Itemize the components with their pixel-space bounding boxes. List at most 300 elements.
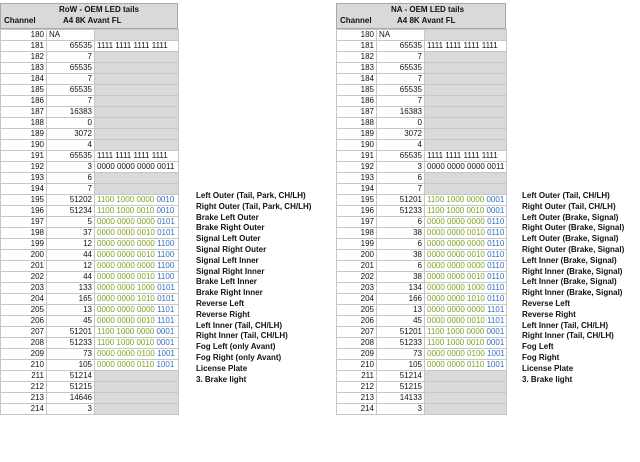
value-cell[interactable]: 6 bbox=[47, 173, 95, 184]
bits-cell[interactable] bbox=[95, 382, 179, 393]
bits-segment: 0110 bbox=[487, 261, 505, 270]
channel-cell[interactable]: 190 bbox=[1, 140, 47, 151]
channel-cell[interactable]: 196 bbox=[337, 206, 377, 217]
bits-cell[interactable] bbox=[425, 118, 507, 129]
bits-segment: 1101 bbox=[157, 305, 175, 314]
value-cell[interactable]: 0 bbox=[47, 118, 95, 129]
bits-segment: 1100 1000 0010 bbox=[427, 338, 487, 347]
value-cell[interactable]: 45 bbox=[47, 316, 95, 327]
bits-cell[interactable] bbox=[95, 173, 179, 184]
value-cell[interactable]: 0 bbox=[377, 118, 425, 129]
bits-segment: 1100 1000 0010 bbox=[97, 338, 157, 347]
table-row bbox=[337, 107, 507, 118]
bits-cell[interactable] bbox=[425, 283, 507, 294]
bits-cell[interactable] bbox=[425, 382, 507, 393]
row-description: 3. Brake light bbox=[522, 374, 573, 384]
value-cell[interactable]: 3 bbox=[377, 162, 425, 173]
table-row bbox=[1, 118, 179, 129]
row-description: Fog Right (only Avant) bbox=[196, 353, 282, 362]
value-cell[interactable]: 65535 bbox=[47, 85, 95, 96]
bits-cell[interactable] bbox=[425, 173, 507, 184]
value-cell[interactable]: 3 bbox=[377, 404, 425, 415]
bits-cell[interactable] bbox=[425, 239, 507, 250]
bits-segment: 1111 1111 1111 1111 bbox=[427, 41, 498, 50]
bits-cell[interactable] bbox=[425, 63, 507, 74]
value-cell[interactable]: 51233 bbox=[47, 338, 95, 349]
bits-segment: 0101 bbox=[157, 217, 175, 226]
bits-cell[interactable] bbox=[95, 217, 179, 228]
left-subtitle: A4 8K Avant FL bbox=[63, 16, 122, 25]
channel-cell[interactable]: 205 bbox=[337, 305, 377, 316]
row-description: 3. Brake light bbox=[196, 374, 247, 384]
table-row bbox=[1, 250, 179, 261]
bits-segment: 0000 0000 0000 bbox=[427, 217, 488, 226]
table-row bbox=[1, 239, 179, 250]
bits-cell[interactable] bbox=[95, 371, 179, 382]
bits-segment: 1100 1000 0010 bbox=[427, 206, 487, 215]
row-description: Left Inner (Brake, Signal) bbox=[522, 255, 617, 265]
value-cell[interactable]: 51201 bbox=[47, 327, 95, 338]
bits-cell[interactable] bbox=[425, 272, 507, 283]
table-row bbox=[1, 404, 179, 415]
table-row bbox=[337, 327, 507, 338]
value-cell[interactable]: 73 bbox=[47, 349, 95, 360]
bits-segment: 0001 bbox=[486, 327, 505, 336]
bits-segment: 0000 0000 0000 bbox=[97, 261, 158, 270]
table-row bbox=[337, 151, 507, 162]
channel-cell[interactable]: 203 bbox=[337, 283, 377, 294]
left-channel-label: Channel bbox=[4, 16, 36, 25]
channel-cell[interactable]: 185 bbox=[1, 85, 47, 96]
bits-cell[interactable] bbox=[425, 129, 507, 140]
value-cell[interactable]: 3072 bbox=[47, 129, 95, 140]
bits-cell[interactable] bbox=[425, 184, 507, 195]
table-row bbox=[337, 294, 507, 305]
value-cell[interactable]: 51233 bbox=[377, 338, 425, 349]
value-cell[interactable]: 37 bbox=[47, 228, 95, 239]
channel-cell[interactable]: 193 bbox=[1, 173, 47, 184]
value-cell[interactable]: 6 bbox=[377, 173, 425, 184]
channel-cell[interactable]: 189 bbox=[337, 129, 377, 140]
channel-cell[interactable]: 204 bbox=[1, 294, 47, 305]
bits-cell[interactable] bbox=[425, 371, 507, 382]
bits-cell[interactable] bbox=[425, 217, 507, 228]
bits-segment: 0110 bbox=[487, 294, 505, 303]
bits-segment: 0000 0000 0100 bbox=[97, 349, 158, 358]
channel-cell[interactable]: 202 bbox=[1, 272, 47, 283]
bits-cell[interactable] bbox=[95, 360, 179, 371]
value-cell[interactable]: 133 bbox=[47, 283, 95, 294]
bits-cell[interactable] bbox=[95, 349, 179, 360]
channel-cell[interactable]: 201 bbox=[337, 261, 377, 272]
channel-cell[interactable]: 190 bbox=[337, 140, 377, 151]
channel-cell[interactable]: 180 bbox=[337, 30, 377, 41]
channel-cell[interactable]: 211 bbox=[337, 371, 377, 382]
channel-cell[interactable]: 193 bbox=[337, 173, 377, 184]
value-cell[interactable]: 4 bbox=[377, 140, 425, 151]
value-cell[interactable]: 134 bbox=[377, 283, 425, 294]
bits-cell[interactable] bbox=[425, 52, 507, 63]
bits-cell[interactable] bbox=[95, 294, 179, 305]
bits-cell[interactable] bbox=[95, 63, 179, 74]
channel-cell[interactable]: 214 bbox=[1, 404, 47, 415]
bits-cell[interactable] bbox=[425, 195, 507, 206]
table-row bbox=[337, 30, 507, 41]
bits-cell[interactable] bbox=[95, 41, 179, 52]
bits-segment: 0110 bbox=[487, 239, 505, 248]
value-cell[interactable]: 165 bbox=[47, 294, 95, 305]
value-cell[interactable]: 16383 bbox=[47, 107, 95, 118]
row-description: Left Outer (Tail, CH/LH) bbox=[522, 191, 610, 200]
channel-cell[interactable]: 205 bbox=[1, 305, 47, 316]
bits-segment: 0000 0000 0000 bbox=[427, 261, 488, 270]
value-cell[interactable]: NA bbox=[377, 30, 425, 41]
bits-cell[interactable] bbox=[95, 184, 179, 195]
bits-segment: 0000 0000 0010 bbox=[427, 250, 488, 259]
bits-segment: 0000 0000 0010 bbox=[97, 316, 158, 325]
bits-segment: 0000 0000 1000 bbox=[427, 283, 488, 292]
right-subtitle: A4 8K Avant FL bbox=[397, 16, 456, 25]
bits-cell[interactable] bbox=[425, 107, 507, 118]
value-cell[interactable]: 4 bbox=[47, 140, 95, 151]
channel-cell[interactable]: 201 bbox=[1, 261, 47, 272]
channel-cell[interactable]: 200 bbox=[337, 250, 377, 261]
value-cell[interactable]: 38 bbox=[377, 228, 425, 239]
bits-cell[interactable] bbox=[95, 85, 179, 96]
bits-cell[interactable] bbox=[95, 52, 179, 63]
channel-cell[interactable]: 191 bbox=[1, 151, 47, 162]
row-description: Left Outer (Brake, Signal) bbox=[522, 212, 619, 222]
bits-segment: 0000 0000 0000 bbox=[97, 217, 158, 226]
bits-cell[interactable] bbox=[95, 74, 179, 85]
value-cell[interactable]: 51201 bbox=[377, 327, 425, 338]
bits-cell[interactable] bbox=[425, 162, 507, 173]
bits-cell[interactable] bbox=[95, 140, 179, 151]
bits-segment: 0101 bbox=[157, 294, 175, 303]
value-cell[interactable]: 44 bbox=[47, 272, 95, 283]
channel-cell[interactable]: 187 bbox=[337, 107, 377, 118]
channel-cell[interactable]: 191 bbox=[337, 151, 377, 162]
value-cell[interactable]: 13 bbox=[47, 305, 95, 316]
value-cell[interactable]: 3 bbox=[47, 404, 95, 415]
value-cell[interactable]: 65535 bbox=[377, 85, 425, 96]
channel-cell[interactable]: 183 bbox=[1, 63, 47, 74]
value-cell[interactable]: 51233 bbox=[377, 206, 425, 217]
value-cell[interactable]: 7 bbox=[377, 74, 425, 85]
bits-segment: 0001 bbox=[156, 327, 175, 336]
row-description: Left Outer (Tail, Park, CH/LH) bbox=[196, 191, 306, 200]
value-cell[interactable]: 7 bbox=[377, 52, 425, 63]
bits-segment: 1101 bbox=[487, 316, 505, 325]
bits-cell[interactable] bbox=[95, 272, 179, 283]
value-cell[interactable]: 3 bbox=[47, 162, 95, 173]
channel-cell[interactable]: 212 bbox=[1, 382, 47, 393]
value-cell[interactable]: 51214 bbox=[47, 371, 95, 382]
value-cell[interactable]: 51215 bbox=[47, 382, 95, 393]
row-description: Right Inner (Brake, Signal) bbox=[522, 266, 623, 276]
channel-cell[interactable]: 189 bbox=[1, 129, 47, 140]
bits-cell[interactable] bbox=[425, 250, 507, 261]
left-channel-table bbox=[0, 29, 179, 415]
right-title: NA - OEM LED tails bbox=[391, 5, 465, 14]
table-row bbox=[1, 63, 179, 74]
bits-cell[interactable] bbox=[425, 316, 507, 327]
bits-cell[interactable] bbox=[95, 261, 179, 272]
table-row bbox=[1, 305, 179, 316]
bits-cell[interactable] bbox=[425, 85, 507, 96]
bits-cell[interactable] bbox=[95, 107, 179, 118]
bits-cell[interactable] bbox=[425, 206, 507, 217]
bits-cell[interactable] bbox=[95, 228, 179, 239]
channel-cell[interactable]: 186 bbox=[337, 96, 377, 107]
bits-segment: 0000 0000 0000 bbox=[97, 305, 158, 314]
channel-cell[interactable]: 194 bbox=[1, 184, 47, 195]
bits-segment: 1100 1000 0000 bbox=[97, 327, 157, 336]
channel-cell[interactable]: 202 bbox=[337, 272, 377, 283]
table-row bbox=[1, 371, 179, 382]
value-cell[interactable]: 65535 bbox=[47, 151, 95, 162]
bits-segment: 0000 0000 1010 bbox=[427, 294, 488, 303]
bits-cell[interactable] bbox=[425, 96, 507, 107]
channel-cell[interactable]: 212 bbox=[337, 382, 377, 393]
channel-cell[interactable]: 209 bbox=[337, 349, 377, 360]
channel-cell[interactable]: 204 bbox=[337, 294, 377, 305]
bits-segment: 0000 0000 0100 bbox=[427, 349, 488, 358]
value-cell[interactable]: 65535 bbox=[377, 41, 425, 52]
row-description: Right Outer (Brake, Signal) bbox=[522, 245, 625, 254]
table-row bbox=[337, 206, 507, 217]
table-row bbox=[337, 283, 507, 294]
bits-cell[interactable] bbox=[425, 294, 507, 305]
channel-cell[interactable]: 180 bbox=[1, 30, 47, 41]
bits-cell[interactable] bbox=[425, 305, 507, 316]
channel-cell[interactable]: 207 bbox=[337, 327, 377, 338]
value-cell[interactable]: 13 bbox=[377, 305, 425, 316]
bits-segment: 1111 1111 1111 1111 bbox=[97, 41, 168, 50]
bits-cell[interactable] bbox=[425, 338, 507, 349]
bits-cell[interactable] bbox=[95, 239, 179, 250]
bits-cell[interactable] bbox=[425, 393, 507, 404]
bits-cell[interactable] bbox=[95, 195, 179, 206]
value-cell[interactable]: 16383 bbox=[377, 107, 425, 118]
channel-cell[interactable]: 213 bbox=[1, 393, 47, 404]
channel-cell[interactable]: 210 bbox=[337, 360, 377, 371]
left-header bbox=[0, 3, 178, 29]
channel-cell[interactable]: 195 bbox=[1, 195, 47, 206]
value-cell[interactable]: 38 bbox=[377, 250, 425, 261]
channel-cell[interactable]: 213 bbox=[337, 393, 377, 404]
value-cell[interactable]: 105 bbox=[47, 360, 95, 371]
channel-cell[interactable]: 211 bbox=[1, 371, 47, 382]
table-row bbox=[337, 162, 507, 173]
bits-segment: 0101 bbox=[157, 283, 175, 292]
table-row bbox=[337, 195, 507, 206]
channel-cell[interactable]: 200 bbox=[1, 250, 47, 261]
bits-cell[interactable] bbox=[95, 327, 179, 338]
channel-cell[interactable]: 199 bbox=[337, 239, 377, 250]
bits-cell[interactable] bbox=[95, 129, 179, 140]
channel-cell[interactable]: 208 bbox=[1, 338, 47, 349]
value-cell[interactable]: 44 bbox=[47, 250, 95, 261]
table-row bbox=[1, 338, 179, 349]
bits-cell[interactable] bbox=[95, 305, 179, 316]
value-cell[interactable]: 6 bbox=[377, 217, 425, 228]
value-cell[interactable]: 7 bbox=[47, 96, 95, 107]
table-row bbox=[337, 228, 507, 239]
value-cell[interactable]: 51215 bbox=[377, 382, 425, 393]
value-cell[interactable]: 7 bbox=[47, 74, 95, 85]
channel-cell[interactable]: 184 bbox=[337, 74, 377, 85]
channel-cell[interactable]: 196 bbox=[1, 206, 47, 217]
bits-cell[interactable] bbox=[425, 228, 507, 239]
table-row bbox=[1, 195, 179, 206]
table-row bbox=[337, 129, 507, 140]
value-cell[interactable]: 3072 bbox=[377, 129, 425, 140]
bits-segment: 0000 0000 0010 bbox=[97, 228, 158, 237]
bits-cell[interactable] bbox=[95, 151, 179, 162]
value-cell[interactable]: 65535 bbox=[47, 63, 95, 74]
table-row bbox=[1, 140, 179, 151]
bits-cell[interactable] bbox=[95, 283, 179, 294]
table-row bbox=[1, 217, 179, 228]
row-description: Right Outer (Tail, CH/LH) bbox=[522, 201, 616, 211]
channel-cell[interactable]: 181 bbox=[1, 41, 47, 52]
table-row bbox=[337, 96, 507, 107]
value-cell[interactable]: 38 bbox=[377, 272, 425, 283]
value-cell[interactable]: 12 bbox=[47, 261, 95, 272]
row-description: Reverse Left bbox=[522, 299, 571, 308]
channel-cell[interactable]: 195 bbox=[337, 195, 377, 206]
table-row bbox=[1, 173, 179, 184]
channel-cell[interactable]: 184 bbox=[1, 74, 47, 85]
bits-segment: 1001 bbox=[156, 360, 175, 369]
bits-cell[interactable] bbox=[95, 393, 179, 404]
table-row bbox=[337, 250, 507, 261]
bits-segment: 0110 bbox=[487, 217, 505, 226]
value-cell[interactable]: 51201 bbox=[377, 195, 425, 206]
channel-cell[interactable]: 206 bbox=[337, 316, 377, 327]
table-row bbox=[337, 217, 507, 228]
value-cell[interactable]: 7 bbox=[377, 96, 425, 107]
bits-cell[interactable] bbox=[95, 316, 179, 327]
bits-segment: 0001 bbox=[156, 338, 175, 347]
table-row bbox=[1, 294, 179, 305]
value-cell[interactable]: 7 bbox=[47, 52, 95, 63]
channel-cell[interactable]: 194 bbox=[337, 184, 377, 195]
channel-cell[interactable]: 186 bbox=[1, 96, 47, 107]
bits-cell[interactable] bbox=[95, 30, 179, 41]
bits-cell[interactable] bbox=[95, 206, 179, 217]
value-cell[interactable]: 73 bbox=[377, 349, 425, 360]
table-row bbox=[337, 360, 507, 371]
value-cell[interactable]: 45 bbox=[377, 316, 425, 327]
value-cell[interactable]: 166 bbox=[377, 294, 425, 305]
row-description: Reverse Right bbox=[522, 309, 576, 319]
channel-cell[interactable]: 203 bbox=[1, 283, 47, 294]
channel-cell[interactable]: 198 bbox=[337, 228, 377, 239]
value-cell[interactable]: 6 bbox=[377, 239, 425, 250]
channel-cell[interactable]: 192 bbox=[1, 162, 47, 173]
table-row bbox=[337, 316, 507, 327]
bits-cell[interactable] bbox=[95, 96, 179, 107]
bits-cell[interactable] bbox=[425, 151, 507, 162]
bits-cell[interactable] bbox=[425, 360, 507, 371]
table-row bbox=[337, 63, 507, 74]
bits-cell[interactable] bbox=[95, 404, 179, 415]
bits-cell[interactable] bbox=[425, 74, 507, 85]
value-cell[interactable]: 12 bbox=[47, 239, 95, 250]
channel-cell[interactable]: 209 bbox=[1, 349, 47, 360]
channel-cell[interactable]: 198 bbox=[1, 228, 47, 239]
value-cell[interactable]: 65535 bbox=[377, 63, 425, 74]
channel-cell[interactable]: 197 bbox=[337, 217, 377, 228]
value-cell[interactable]: 105 bbox=[377, 360, 425, 371]
bits-segment: 0000 0000 0000 0011 bbox=[97, 162, 175, 171]
value-cell[interactable]: NA bbox=[47, 30, 95, 41]
bits-cell[interactable] bbox=[425, 327, 507, 338]
channel-cell[interactable]: 199 bbox=[1, 239, 47, 250]
table-row bbox=[1, 360, 179, 371]
row-description: Right Outer (Tail, Park, CH/LH) bbox=[196, 201, 312, 211]
channel-cell[interactable]: 181 bbox=[337, 41, 377, 52]
bits-segment: 1100 bbox=[157, 272, 175, 281]
value-cell[interactable]: 14646 bbox=[47, 393, 95, 404]
channel-cell[interactable]: 188 bbox=[337, 118, 377, 129]
bits-cell[interactable] bbox=[425, 41, 507, 52]
bits-cell[interactable] bbox=[425, 30, 507, 41]
channel-cell[interactable]: 192 bbox=[337, 162, 377, 173]
channel-cell[interactable]: 182 bbox=[1, 52, 47, 63]
bits-cell[interactable] bbox=[425, 261, 507, 272]
table-row bbox=[337, 140, 507, 151]
value-cell[interactable]: 51214 bbox=[377, 371, 425, 382]
channel-cell[interactable]: 183 bbox=[337, 63, 377, 74]
value-cell[interactable]: 7 bbox=[47, 184, 95, 195]
channel-cell[interactable]: 187 bbox=[1, 107, 47, 118]
channel-cell[interactable]: 208 bbox=[337, 338, 377, 349]
channel-cell[interactable]: 197 bbox=[1, 217, 47, 228]
bits-cell[interactable] bbox=[95, 338, 179, 349]
bits-cell[interactable] bbox=[425, 404, 507, 415]
channel-cell[interactable]: 185 bbox=[337, 85, 377, 96]
bits-segment: 0000 0000 0010 bbox=[427, 272, 488, 281]
bits-segment: 0000 0000 0010 bbox=[427, 228, 488, 237]
channel-cell[interactable]: 188 bbox=[1, 118, 47, 129]
channel-cell[interactable]: 206 bbox=[1, 316, 47, 327]
value-cell[interactable]: 6 bbox=[377, 261, 425, 272]
bits-segment: 1100 bbox=[157, 261, 175, 270]
value-cell[interactable]: 51202 bbox=[47, 195, 95, 206]
value-cell[interactable]: 65535 bbox=[47, 41, 95, 52]
channel-cell[interactable]: 210 bbox=[1, 360, 47, 371]
bits-cell[interactable] bbox=[425, 349, 507, 360]
row-description: Reverse Left bbox=[196, 299, 245, 308]
channel-cell[interactable]: 214 bbox=[337, 404, 377, 415]
value-cell[interactable]: 65535 bbox=[377, 151, 425, 162]
value-cell[interactable]: 7 bbox=[377, 184, 425, 195]
value-cell[interactable]: 14133 bbox=[377, 393, 425, 404]
bits-segment: 0000 0000 1000 bbox=[97, 283, 158, 292]
channel-cell[interactable]: 207 bbox=[1, 327, 47, 338]
bits-cell[interactable] bbox=[425, 140, 507, 151]
left-title: RoW - OEM LED tails bbox=[59, 5, 139, 14]
channel-cell[interactable]: 182 bbox=[337, 52, 377, 63]
bits-cell[interactable] bbox=[95, 250, 179, 261]
bits-cell[interactable] bbox=[95, 162, 179, 173]
bits-cell[interactable] bbox=[95, 118, 179, 129]
value-cell[interactable]: 5 bbox=[47, 217, 95, 228]
value-cell[interactable]: 51234 bbox=[47, 206, 95, 217]
